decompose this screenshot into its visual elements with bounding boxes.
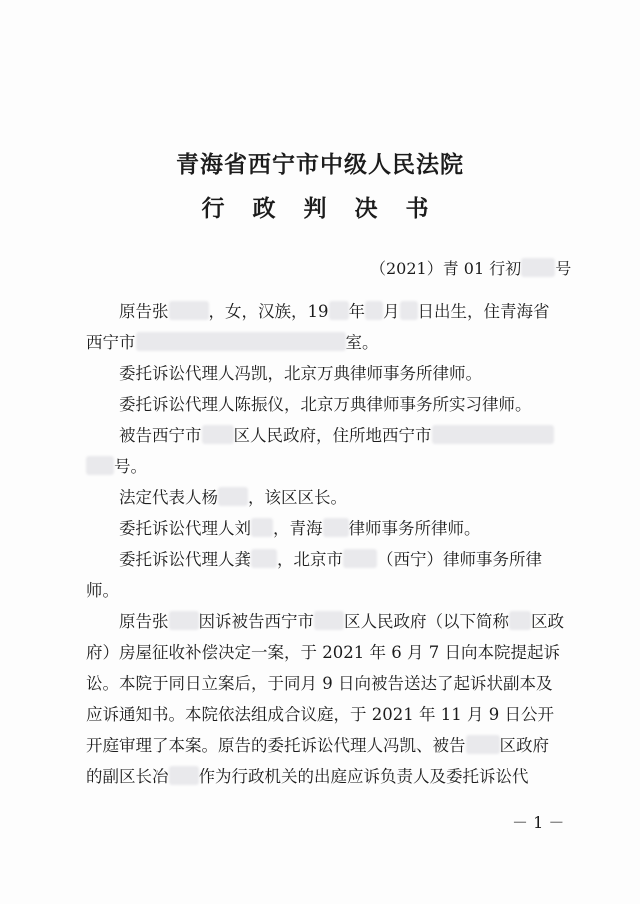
case-number: [370, 256, 571, 279]
paragraph-legal-representative: [86, 482, 564, 513]
redacted-block: [329, 301, 349, 320]
case-number-prefix: （2021）青 01 行初: [370, 259, 522, 278]
document-type-title: 行 政 判 决 书: [201, 195, 439, 222]
redacted-block: [343, 549, 377, 568]
text-span: 日出生，住青海省西宁市: [86, 302, 550, 352]
judgment-body: [86, 296, 564, 792]
text-span: 号。: [114, 457, 147, 476]
text-span: ，该区区长。: [248, 488, 347, 507]
redacted-block: [218, 487, 248, 506]
redacted-block: [323, 518, 349, 537]
redacted-block: [202, 425, 234, 444]
paragraph-defendant: [86, 420, 564, 482]
page-number: － 1 －: [512, 813, 565, 832]
paragraph-defendant-agent-2: [86, 544, 564, 606]
text-span: 区政府）房屋征收补偿决定一案，于 2021 年 6 月 7 日向本院提起诉讼。本院于同日立案后，于同月 9 日向被告送达了起诉状副本及应诉通知书。本院依法组成合议庭，于 2021 年 11 月 9 日公开开庭审理了本案。原告的委托诉讼代理人冯凯、被告: [86, 612, 564, 755]
text-span: 原告张: [119, 302, 169, 321]
text-span: 法定代表人杨: [119, 488, 218, 507]
text-span: ，北京市: [277, 550, 343, 569]
paragraph-plaintiff-agent-1: [86, 358, 564, 389]
redacted-block: [521, 258, 555, 277]
text-span: 原告张: [119, 612, 169, 631]
text-span: 委托诉讼代理人陈振仪，北京万典律师事务所实习律师。: [119, 395, 532, 414]
redacted-block: [365, 301, 383, 320]
text-span: 区人民政府，住所地西宁市: [233, 426, 432, 445]
redacted-block: [314, 611, 344, 630]
text-span: ，青海: [273, 519, 323, 538]
text-span: 委托诉讼代理人刘: [119, 519, 251, 538]
paragraph-plaintiff: [86, 296, 564, 358]
redacted-block: [169, 611, 199, 630]
text-span: 委托诉讼代理人龚: [119, 550, 251, 569]
paragraph-plaintiff-agent-2: [86, 389, 564, 420]
redacted-block: [169, 301, 209, 320]
case-number-suffix: 号: [555, 259, 572, 278]
text-span: 室。: [345, 333, 379, 352]
redacted-block: [466, 735, 500, 754]
text-span: 律师事务所律师。: [348, 519, 481, 538]
redacted-block: [509, 611, 531, 630]
text-span: 区人民政府（以下简称: [344, 612, 509, 631]
redacted-block: [251, 549, 277, 568]
redacted-block: [86, 456, 114, 475]
text-span: 被告西宁市: [119, 426, 202, 445]
redacted-block: [136, 332, 346, 351]
redacted-block: [400, 301, 418, 320]
text-span: 作为行政机关的出庭应诉负责人及委托诉讼代: [198, 767, 529, 786]
text-span: 区政府的副区长冶: [86, 736, 549, 786]
text-span: 月: [383, 302, 400, 321]
redacted-block: [169, 766, 199, 785]
redacted-block: [251, 518, 273, 537]
text-span: ，女，汉族，19: [208, 302, 329, 321]
paragraph-case-history: [86, 606, 564, 792]
redacted-block: [432, 425, 554, 444]
court-name: 青海省西宁市中级人民法院: [176, 151, 464, 178]
paragraph-defendant-agent-1: [86, 513, 564, 544]
text-span: （西宁）律师事务所律师。: [86, 550, 542, 600]
text-span: 年: [348, 302, 365, 321]
text-span: 因诉被告西宁市: [198, 612, 314, 631]
text-span: 委托诉讼代理人冯凯，北京万典律师事务所律师。: [119, 364, 482, 383]
